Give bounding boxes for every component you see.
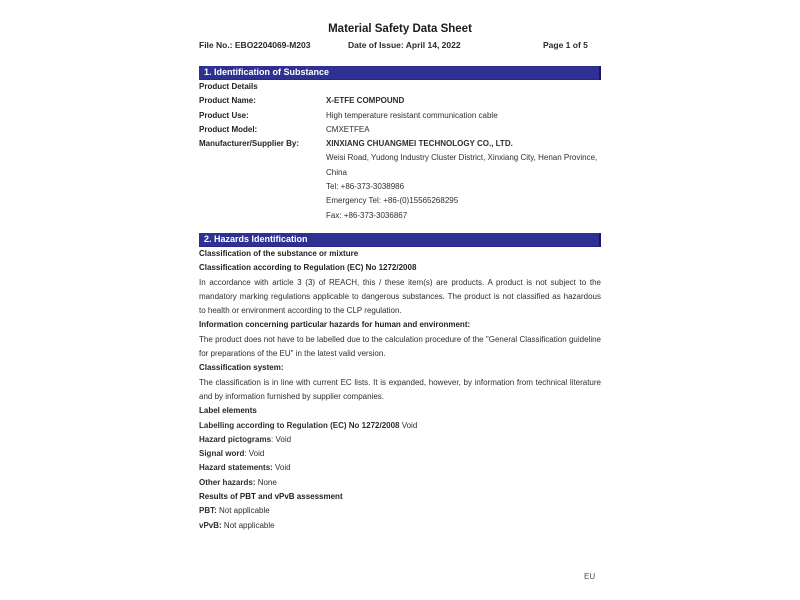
other-hazards-value: None — [255, 477, 277, 487]
field-row-product-name — [199, 94, 601, 108]
vpvb-value: Not applicable — [221, 520, 275, 530]
manufacturer-label: Manufacturer/Supplier By: — [199, 139, 300, 149]
region-label: EU — [584, 572, 596, 581]
document-body — [199, 0, 601, 600]
address-line — [199, 166, 601, 180]
telephone: Tel: +86-373-3038986 — [326, 182, 405, 192]
spacer — [199, 194, 326, 208]
labelling-label: Labelling according to Regulation (EC) No 1272/2008 — [199, 420, 400, 430]
address-line — [199, 194, 601, 208]
manufacturer-value: XINXIANG CHUANGMEI TECHNOLOGY CO., LTD. — [326, 139, 513, 149]
section-1-content — [199, 80, 601, 223]
classification-subheading: Classification of the substance or mixture — [199, 249, 359, 258]
classification-system-paragraph: The classification is in line with current EC lists. It is expanded, however, by information from technical literature and by information furnished by supplier companies. — [199, 377, 601, 401]
labelling-line — [199, 419, 601, 433]
product-details-heading: Product Details — [199, 82, 258, 91]
product-model-value: CMXETFEA — [326, 124, 370, 134]
spacer — [199, 151, 326, 165]
other-hazards-label: Other hazards: — [199, 477, 256, 487]
field-row-product-use — [199, 109, 601, 123]
vpvb-label: vPvB: — [199, 520, 222, 530]
pbt-assessment-subheading: Results of PBT and vPvB assessment — [199, 492, 343, 502]
spacer — [199, 209, 326, 223]
regulation-subheading: Classification according to Regulation (EC) No 1272/2008 — [199, 263, 417, 273]
pbt-value: Not applicable — [216, 506, 270, 516]
classification-system-subheading: Classification system: — [199, 363, 284, 373]
address-line — [199, 180, 601, 194]
section-2-content — [199, 247, 601, 533]
label-elements-subheading: Label elements — [199, 406, 257, 416]
info-hazards-subheading: Information concerning particular hazards for human and environment: — [199, 320, 471, 330]
labelling-value: Void — [399, 420, 418, 430]
emergency-telephone: Emergency Tel: +86-(0)15565268295 — [326, 196, 459, 206]
info-hazards-paragraph: The product does not have to be labelled due to the calculation procedure of the "General Classification guideline for preparations of the EU" in the latest valid version. — [199, 334, 601, 359]
file-number: File No.: EBO2204069-M203 — [199, 40, 311, 50]
product-model-label: Product Model: — [199, 124, 258, 134]
section-2-header: 2. Hazards Identification — [199, 233, 601, 247]
address-country: China — [326, 167, 347, 177]
hazard-pictograms-value: : Void — [271, 434, 292, 444]
product-use-label: Product Use: — [199, 110, 249, 120]
reach-paragraph: In accordance with article 3 (3) of REACH, this / these item(s) are products. A product is not subject to the mandatory marking regulations applicable to dangerous substances. The product is not classified as hazardous to health or environment according to the CLP regulation. — [199, 277, 601, 316]
address-line — [199, 209, 601, 223]
date-of-issue: Date of Issue: April 14, 2022 — [348, 40, 461, 50]
fax-number: Fax: +86-373-3036867 — [326, 210, 408, 220]
address-street: Weisi Road, Yudong Industry Cluster District, Xinxiang City, Henan Province, — [326, 153, 598, 163]
product-name-value: X-ETFE COMPOUND — [326, 96, 405, 106]
other-hazards-line — [199, 476, 601, 490]
spacer — [199, 180, 326, 194]
hazard-pictograms-line — [199, 433, 601, 447]
spacer — [199, 166, 326, 180]
pbt-label: PBT: — [199, 506, 217, 516]
document-title: Material Safety Data Sheet — [328, 23, 472, 35]
hazard-statements-line — [199, 461, 601, 475]
signal-word-value: : Void — [244, 449, 265, 459]
pbt-line — [199, 504, 601, 518]
field-row-product-model — [199, 123, 601, 137]
address-line — [199, 151, 601, 165]
section-1-header: 1. Identification of Substance — [199, 66, 601, 80]
product-name-label: Product Name: — [199, 96, 256, 106]
product-use-value: High temperature resistant communication cable — [326, 110, 498, 120]
hazard-statements-value: Void — [272, 463, 291, 473]
hazard-statements-label: Hazard statements: — [199, 463, 273, 473]
hazard-pictograms-label: Hazard pictograms — [199, 434, 272, 444]
vpvb-line — [199, 519, 601, 533]
page-indicator: Page 1 of 5 — [543, 40, 588, 50]
signal-word-line — [199, 447, 601, 461]
signal-word-label: Signal word — [199, 449, 245, 459]
field-row-manufacturer — [199, 137, 601, 151]
